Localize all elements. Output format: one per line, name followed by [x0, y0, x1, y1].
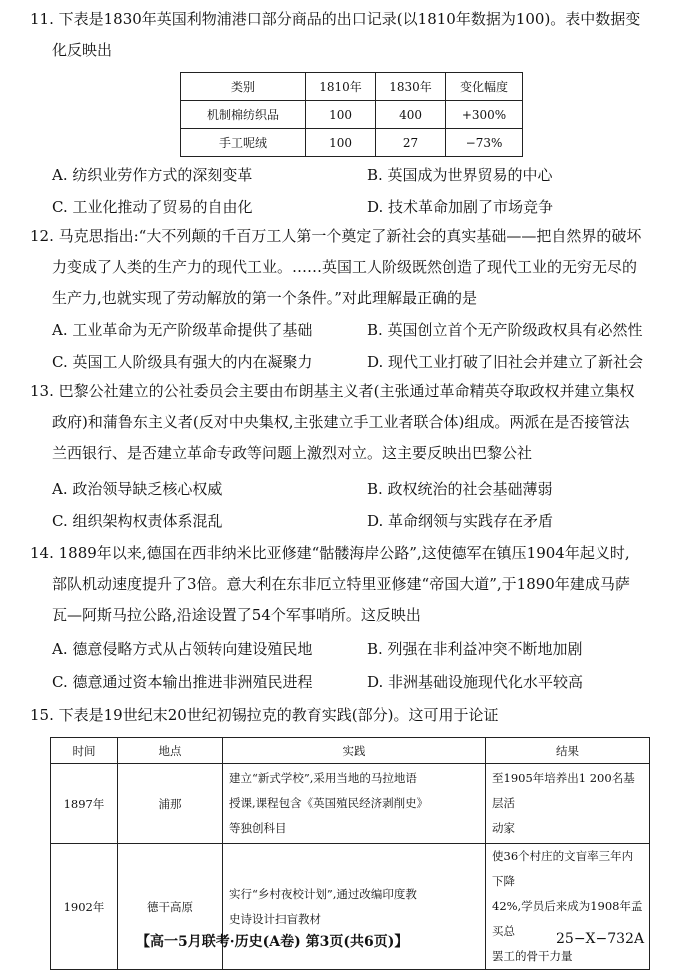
practice-line: 实行“乡村夜校计划”,通过改编印度教 [229, 886, 417, 901]
table-cell-place: 德干高原 [118, 844, 223, 970]
table-cell: −73% [446, 129, 523, 157]
table-header: 类别 [181, 73, 306, 101]
q11-option-a[interactable]: A. 纺织业劳作方式的深刻变革 [52, 166, 253, 184]
table-header: 地点 [118, 738, 223, 764]
q14-option-c[interactable]: C. 德意通过资本输出推进非洲殖民进程 [52, 673, 313, 691]
practice-line: 授课,课程包含《英国殖民经济剥削史》 [229, 796, 429, 810]
q11-option-b[interactable]: B. 英国成为世界贸易的中心 [367, 166, 553, 184]
q13-option-c[interactable]: C. 组织架构权责体系混乱 [52, 512, 223, 530]
result-line: 42%,学员后来成为1908年孟买总 [492, 899, 643, 938]
q14-stem-line1: 14. 1889年以来,德国在西非纳米比亚修建“骷髅海岸公路”,这使德军在镇压1904年起义时, [30, 544, 630, 562]
q13-option-b[interactable]: B. 政权统治的社会基础薄弱 [367, 480, 553, 498]
q12-option-a[interactable]: A. 工业革命为无产阶级革命提供了基础 [52, 321, 313, 339]
table-row [181, 101, 523, 129]
page-footer: 【高一5月联考·历史(A卷) 第3页(共6页)】 [136, 934, 409, 950]
question-15 [30, 700, 655, 731]
table-row [181, 129, 523, 157]
q13-stem-line1: 13. 巴黎公社建立的公社委员会主要由布朗基主义者(主张通过革命精英夺取政权并建立集权 [30, 382, 635, 400]
q15-stem: 15. 下表是19世纪末20世纪初锡拉克的教育实践(部分)。这可用于论证 [30, 706, 499, 724]
question-12 [30, 221, 655, 314]
table-cell-time: 1902年 [51, 844, 118, 970]
q12-stem-line2: 力变成了人类的生产力的现代工业。……英国工人阶级既然创造了现代工业的无穷无尽的 [52, 258, 638, 276]
practice-line: 等独创科目 [229, 821, 287, 835]
table-cell-place: 浦那 [118, 764, 223, 844]
q11-option-c[interactable]: C. 工业化推动了贸易的自由化 [52, 198, 253, 216]
table-header-row [181, 73, 523, 101]
table-header: 1830年 [376, 73, 446, 101]
q14-stem-line3: 瓦—阿斯马拉公路,沿途设置了54个军事哨所。这反映出 [52, 606, 421, 624]
q11-option-d[interactable]: D. 技术革命加剧了市场竞争 [367, 198, 554, 216]
q14-option-d[interactable]: D. 非洲基础设施现代化水平较高 [367, 673, 584, 691]
q13-stem-line3: 兰西银行、是否建立革命专政等问题上激烈对立。这主要反映出巴黎公社 [52, 444, 533, 462]
q11-stem-line1: 11. 下表是1830年英国利物浦港口部分商品的出口记录(以1810年数据为100)。表中数据变 [30, 10, 641, 28]
q12-option-b[interactable]: B. 英国创立首个无产阶级政权具有必然性 [367, 321, 643, 339]
table-header: 变化幅度 [446, 73, 523, 101]
table-header: 时间 [51, 738, 118, 764]
table-header: 1810年 [306, 73, 376, 101]
q12-stem-line3: 生产力,也就实现了劳动解放的第一个条件。”对此理解最正确的是 [52, 289, 477, 307]
q12-stem-line1: 12. 马克思指出:“大不列颠的千百万工人第一个奠定了新社会的真实基础——把自然界的破坏 [30, 227, 642, 245]
table-header-row [51, 738, 650, 764]
result-line: 罢工的骨干力量 [492, 949, 573, 963]
table-cell: 100 [306, 129, 376, 157]
exam-code: 25−X−732A [556, 931, 645, 947]
result-line: 动家 [492, 821, 515, 835]
table-cell: 100 [306, 101, 376, 129]
table-cell-result [486, 844, 650, 970]
table-cell: +300% [446, 101, 523, 129]
q13-option-a[interactable]: A. 政治领导缺乏核心权威 [52, 480, 223, 498]
question-14 [30, 538, 655, 631]
q14-stem-line2: 部队机动速度提升了3倍。意大利在东非厄立特里亚修建“帝国大道”,于1890年建成马萨 [52, 575, 630, 593]
practice-line: 建立“新式学校”,采用当地的马拉地语 [229, 771, 417, 785]
table-cell: 400 [376, 101, 446, 129]
q13-option-d[interactable]: D. 革命纲领与实践存在矛盾 [367, 512, 554, 530]
table-header: 实践 [223, 738, 486, 764]
table-cell-practice [223, 764, 486, 844]
table-cell-result [486, 764, 650, 844]
table-cell: 机制棉纺织品 [181, 101, 306, 129]
table-cell: 手工呢绒 [181, 129, 306, 157]
q11-table [180, 72, 523, 157]
q12-option-d[interactable]: D. 现代工业打破了旧社会并建立了新社会 [367, 353, 644, 371]
question-11 [30, 4, 655, 66]
result-line: 使36个村庄的文盲率三年内下降 [492, 849, 634, 888]
q14-option-a[interactable]: A. 德意侵略方式从占领转向建设殖民地 [52, 640, 313, 658]
table-header: 结果 [486, 738, 650, 764]
q13-stem-line2: 政府)和蒲鲁东主义者(反对中央集权,主张建立手工业者联合体)组成。两派在是否接管法 [52, 413, 630, 431]
q14-option-b[interactable]: B. 列强在非利益冲突不断地加剧 [367, 640, 583, 658]
table-cell: 27 [376, 129, 446, 157]
question-13 [30, 376, 655, 469]
q11-stem-line2: 化反映出 [52, 41, 113, 59]
result-line: 至1905年培养出1 200名基层活 [492, 771, 635, 810]
table-cell-time: 1897年 [51, 764, 118, 844]
q12-option-c[interactable]: C. 英国工人阶级具有强大的内在凝聚力 [52, 353, 313, 371]
practice-line: 史诗设计扫盲教材 [229, 911, 321, 926]
table-row [51, 764, 650, 844]
